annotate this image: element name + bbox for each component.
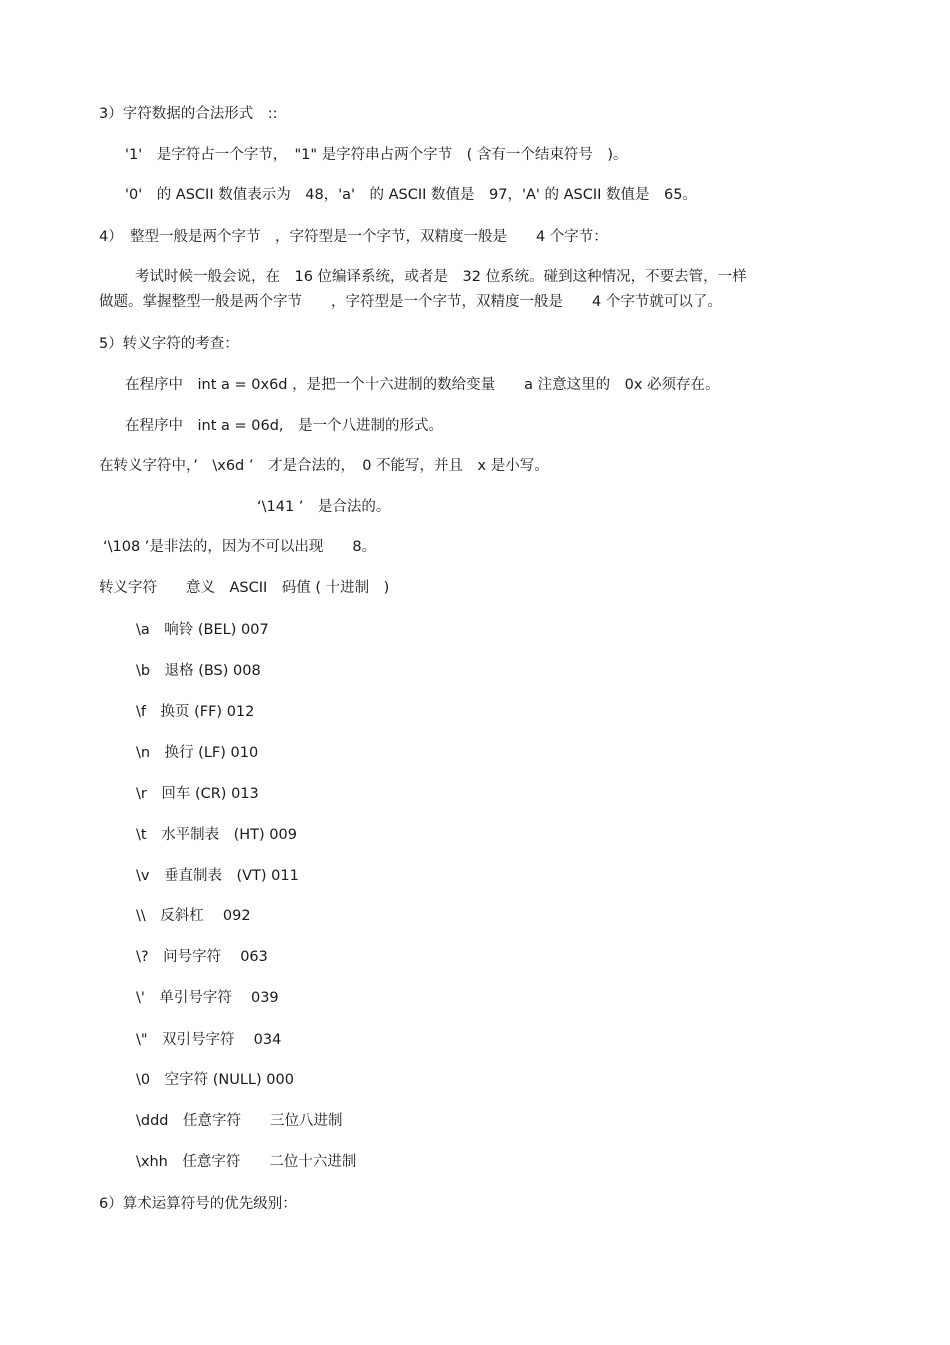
escape-row: \xhh 任意字符 二位十六进制 xyxy=(136,1154,357,1170)
escape-table-header: 转义字符 意义 ASCII 码值 ( 十进制 ) xyxy=(99,580,390,596)
escape-note: 在转义字符中，’ \x6d ’ 才是合法的， 0 不能写，并且 x 是小写。 xyxy=(99,458,549,474)
section-6-heading: 6）算术运算符号的优先级别： xyxy=(99,1196,297,1212)
escape-row: \b 退格 (BS) 008 xyxy=(136,663,261,679)
invalid-octal-note: ‘\108 ’是非法的，因为不可以出现 8。 xyxy=(103,539,377,555)
escape-row: \f 换页 (FF) 012 xyxy=(136,704,255,720)
escape-row: \r 回车 (CR) 013 xyxy=(136,786,259,802)
escape-row: \a 响铃 (BEL) 007 xyxy=(136,622,269,638)
escape-row: \n 换行 (LF) 010 xyxy=(136,745,259,761)
escape-row: \? 问号字符 063 xyxy=(136,949,268,965)
escape-row: \0 空字符 (NULL) 000 xyxy=(136,1072,294,1088)
escape-row: \v 垂直制表 (VT) 011 xyxy=(136,868,299,884)
section-4-heading: 4） 整型一般是两个字节 ，字符型是一个字节，双精度一般是 4 个字节： xyxy=(99,229,608,245)
escape-row: \\ 反斜杠 092 xyxy=(136,908,251,924)
section-3-heading: 3）字符数据的合法形式 :: xyxy=(99,106,278,122)
section-4-paragraph-line-2: 做题。掌握整型一般是两个字节 ，字符型是一个字节，双精度一般是 4 个字节就可以了。 xyxy=(99,294,722,310)
escape-row: \t 水平制表 (HT) 009 xyxy=(136,827,297,843)
section-5-heading: 5）转义字符的考查： xyxy=(99,336,239,352)
char-vs-string-size: '1' 是字符占一个字节， "1" 是字符串占两个字节 ( 含有一个结束符号 )。 xyxy=(125,147,628,163)
escape-row: \ddd 任意字符 三位八进制 xyxy=(136,1113,343,1129)
hex-example: 在程序中 int a = 0x6d ，是把一个十六进制的数给变量 a 注意这里的 0x 必须存在。 xyxy=(125,377,720,393)
escape-row: \' 单引号字符 039 xyxy=(136,990,279,1006)
valid-octal-note: ‘\141 ’ 是合法的。 xyxy=(257,499,391,515)
section-4-paragraph-line-1: 考试时候一般会说，在 16 位编译系统，或者是 32 位系统。碰到这种情况，不要去管，一样 xyxy=(135,269,747,285)
ascii-values: '0' 的 ASCII 数值表示为 48，'a' 的 ASCII 数值是 97，'A' 的 ASCII 数值是 65。 xyxy=(125,187,697,203)
escape-row: \" 双引号字符 034 xyxy=(136,1032,282,1048)
octal-example: 在程序中 int a = 06d, 是一个八进制的形式。 xyxy=(125,418,444,434)
